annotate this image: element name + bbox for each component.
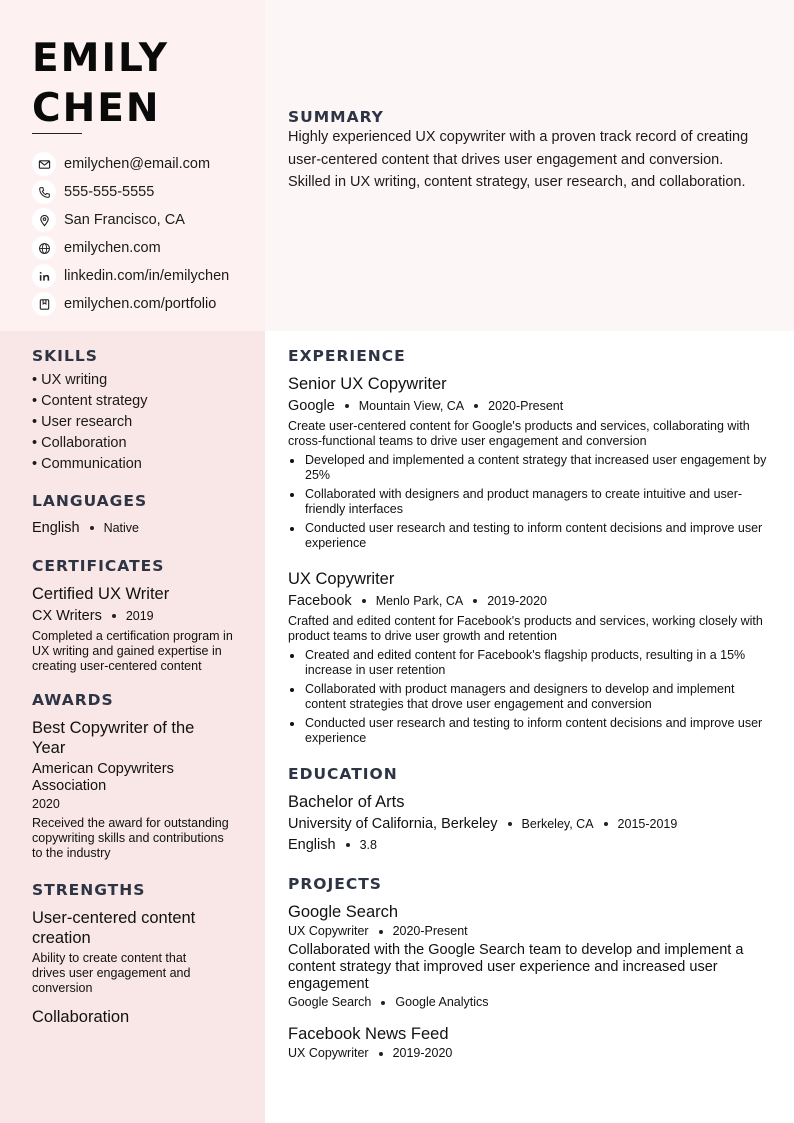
certificate-title: Certified UX Writer [32,585,170,603]
project-meta [288,1046,768,1061]
contact-list [32,150,229,318]
job-title: Senior UX Copywriter [288,375,447,393]
language-name: English [32,520,80,536]
job-bullet: Created and edited content for Facebook's flagship products, resulting in a 15% increase in user retention [288,648,768,678]
summary-heading: SUMMARY [288,108,384,126]
contact-phone-text: 555-555-5555 [64,184,155,200]
project-entry [288,902,768,1010]
strength-title: Collaboration [32,1008,130,1026]
project-title: Google Search [288,903,399,921]
job-bullets [288,648,768,746]
job-bullet: Developed and implemented a content strategy that increased user engagement by 25% [288,453,768,483]
experience-section [288,347,768,750]
job-title: UX Copywriter [288,570,395,588]
job-location: Menlo Park, CA [375,593,464,608]
separator-dot [90,526,94,530]
education-section [288,765,768,854]
separator-dot [379,1052,383,1056]
contact-email[interactable] [32,150,229,178]
education-field: English [288,837,336,853]
project-role: UX Copywriter [288,1046,369,1060]
strengths-section [32,881,237,1027]
award-description: Received the award for outstanding copywriting skills and contributions to the industry [32,816,229,860]
education-location: Berkeley, CA [521,816,594,831]
project-dates: 2020-Present [392,924,468,938]
job-description: Crafted and edited content for Facebook's products and services, working closely with product teams to drive user growth and retention [288,614,763,643]
skills-list [32,370,237,475]
contact-portfolio[interactable] [32,290,229,318]
project-dates: 2019-2020 [392,1046,453,1060]
education-field-meta [288,836,768,854]
languages-heading: LANGUAGES [32,492,148,510]
separator-dot [381,1001,385,1005]
strengths-heading: STRENGTHS [32,881,146,899]
job-company: Google [288,398,335,414]
certificate-issuer: CX Writers [32,608,102,624]
contact-email-text: emilychen@email.com [64,156,211,172]
separator-dot [345,404,349,408]
project-title: Facebook News Feed [288,1025,449,1043]
award-title: Best Copywriter of the Year [32,719,195,757]
education-gpa: 3.8 [359,837,377,852]
job-dates: 2019-2020 [487,593,547,608]
job-bullet: Conducted user research and testing to inform content decisions and improve user experience [288,521,768,551]
linkedin-icon [32,264,56,288]
certificates-section [32,557,237,674]
skill-item: • Content strategy [32,393,148,409]
project-role: UX Copywriter [288,924,369,938]
skill-item: • User research [32,414,133,430]
skill-item: • UX writing [32,372,108,388]
contact-phone[interactable] [32,178,229,206]
mail-icon [32,152,56,176]
contact-website[interactable] [32,234,229,262]
globe-icon [32,236,56,260]
education-school: University of California, Berkeley [288,816,498,832]
separator-dot [604,822,608,826]
job-description: Create user-centered content for Google's products and services, collaborating with cross-functional teams to drive user engagement and conversion [288,419,750,448]
certificate-year: 2019 [125,608,154,623]
award-year: 2020 [32,797,60,811]
separator-dot [112,614,116,618]
separator-dot [508,822,512,826]
job-bullets [288,453,768,551]
separator-dot [473,599,477,603]
strength-title: User-centered content creation [32,909,196,947]
summary-text: Highly experienced UX copywriter with a proven track record of creating user-centered content that drives user engagement and conversion. Skilled in UX writing, content strategy, user research, and collaboration. [288,129,749,191]
separator-dot [362,599,366,603]
language-item [32,519,237,537]
summary-section [288,108,768,194]
education-meta [288,815,768,833]
education-dates: 2015-2019 [617,816,678,831]
candidate-name [32,34,169,134]
contact-linkedin[interactable] [32,262,229,290]
contact-portfolio-text: emilychen.com/portfolio [64,296,217,312]
certificates-heading: CERTIFICATES [32,557,165,575]
language-level: Native [103,520,139,535]
job-location: Mountain View, CA [358,398,465,413]
separator-dot [379,930,383,934]
certificate-description: Completed a certification program in UX writing and gained expertise in creating user-centered content [32,629,233,673]
skill-item: • Communication [32,456,142,472]
job-meta [288,397,768,415]
project-tag: Google Analytics [395,995,489,1009]
job-dates: 2020-Present [488,398,564,413]
location-icon [32,208,56,232]
awards-heading: AWARDS [32,691,114,709]
project-description: Collaborated with the Google Search team to develop and implement a content strategy that improved user experience and increased user engagement [288,942,744,992]
skill-item: • Collaboration [32,435,127,451]
project-tag: Google Search [288,995,372,1009]
languages-section [32,492,237,537]
phone-icon [32,180,56,204]
job-company: Facebook [288,593,352,609]
projects-heading: PROJECTS [288,875,382,893]
contact-website-text: emilychen.com [64,240,161,256]
contact-location-text: San Francisco, CA [64,212,185,228]
experience-heading: EXPERIENCE [288,347,406,365]
certificate-meta [32,607,237,625]
separator-dot [346,843,350,847]
job-bullet: Collaborated with product managers and designers to develop and implement content strategies that drove user engagement and conversion [288,682,768,712]
job-entry [288,374,768,551]
project-entry [288,1024,768,1061]
award-issuer: American Copywriters Association [32,761,174,794]
portfolio-icon [32,292,56,316]
first-name: EMILY [32,36,169,81]
job-meta [288,592,768,610]
education-degree: Bachelor of Arts [288,793,405,811]
job-bullet: Conducted user research and testing to inform content decisions and improve user experience [288,716,768,746]
separator-dot [474,404,478,408]
awards-section [32,691,237,861]
strength-description: Ability to create content that drives user engagement and conversion [32,951,191,995]
project-tags [288,995,768,1010]
contact-location [32,206,229,234]
job-entry [288,569,768,746]
name-divider [32,133,82,134]
education-heading: EDUCATION [288,765,398,783]
job-bullet: Collaborated with designers and product managers to create intuitive and user-friendly interfaces [288,487,768,517]
projects-section [288,875,768,1061]
skills-heading: SKILLS [32,347,98,365]
skills-section [32,347,237,475]
project-meta [288,924,768,939]
last-name: CHEN [32,86,161,131]
contact-linkedin-text: linkedin.com/in/emilychen [64,268,230,284]
